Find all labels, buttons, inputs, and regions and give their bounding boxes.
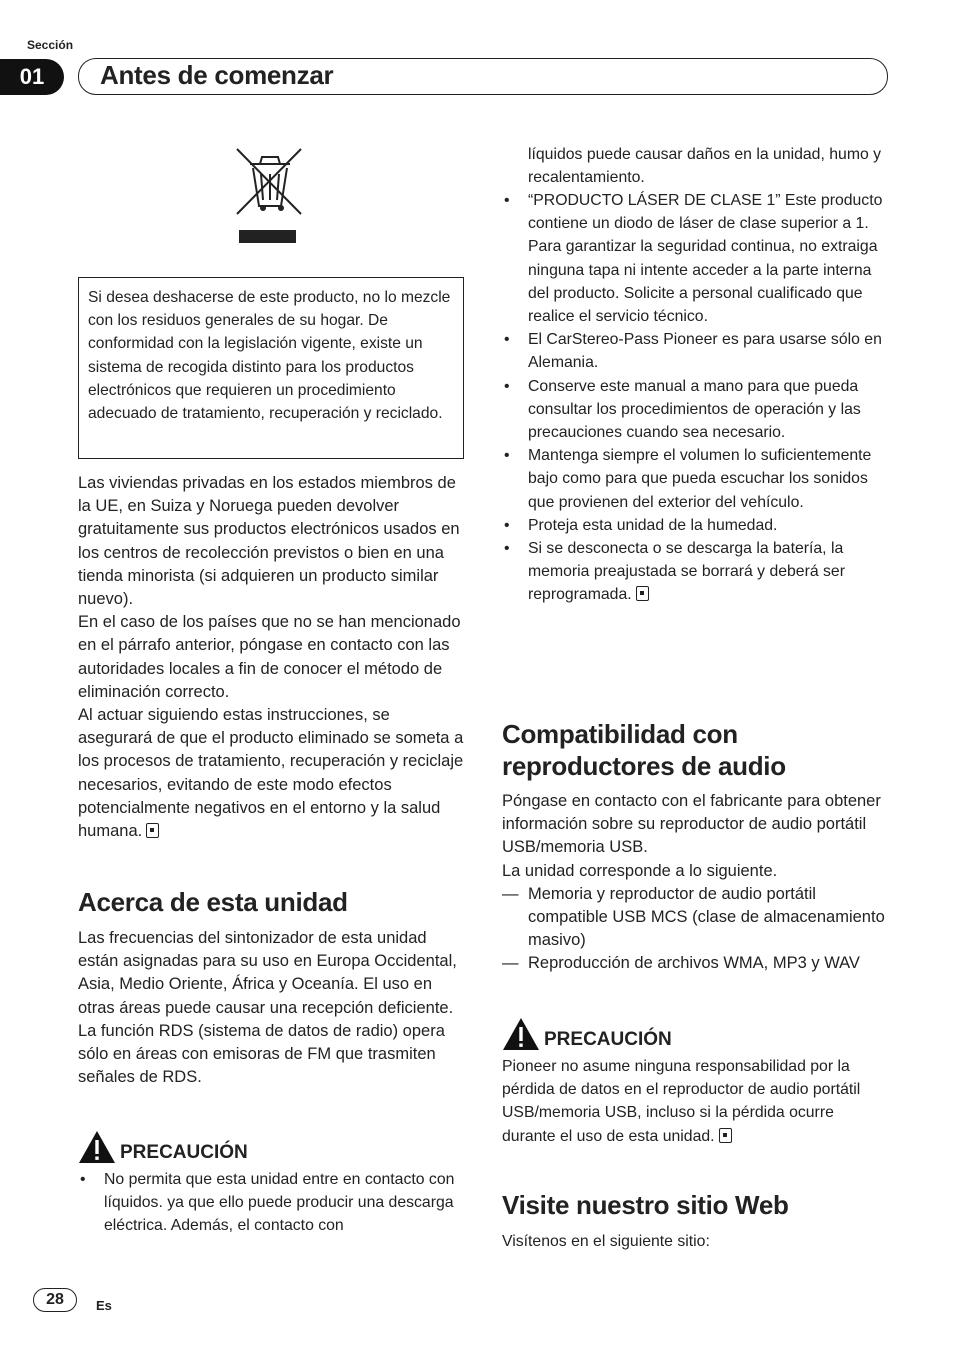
caution-label: PRECAUCIÓN <box>544 1029 672 1050</box>
compat-para-2: La unidad corresponde a lo siguiente. <box>502 861 778 880</box>
section-title: Antes de comenzar <box>100 60 334 90</box>
section-number: 01 <box>0 59 64 95</box>
warning-triangle-icon <box>78 1130 116 1164</box>
disposal-para-2: En el caso de los países que no se han mencionado en el párrafo anterior, póngase en contacto con las autoridades locales a fin de conocer el método de eliminación correcto. <box>78 613 461 701</box>
list-item: — Memoria y reproductor de audio portátil compatible USB MCS (clase de almacenamiento masivo) <box>502 883 888 953</box>
list-item: • El CarStereo-Pass Pioneer es para usarse sólo en Alemania. <box>502 328 888 374</box>
caution-label: PRECAUCIÓN <box>120 1142 248 1163</box>
caution-text-right: Pioneer no asume ninguna responsabilidad por la pérdida de datos en el reproductor de audio portátil USB/memoria USB, incluso si la pérdida ocurre durante el uso de esta unidad. <box>502 1058 861 1145</box>
section-label: Sección <box>27 38 74 52</box>
list-item: • Mantenga siempre el volumen lo suficientemente bajo como para que pueda escuchar los sonidos que provienen del exterior del vehículo. <box>502 444 888 514</box>
continued-text: líquidos puede causar daños en la unidad, humo y recalentamiento. <box>528 146 882 187</box>
disposal-para-1: Las viviendas privadas en los estados miembros de la UE, en Suiza y Noruega pueden devolver gratuitamente sus productos electrónicos usados en los centros de recolección previstos o bien en una tienda minorista (si adquieren un producto similar nuevo). <box>78 474 460 609</box>
disposal-paragraphs <box>78 472 464 843</box>
crossed-out-bin-icon <box>234 146 304 246</box>
compat-dash-list <box>502 883 888 976</box>
caution-heading-right <box>502 1017 672 1051</box>
language-code: Es <box>96 1298 112 1313</box>
notes-list <box>502 189 888 607</box>
acerca-text: Las frecuencias del sintonizador de esta unidad están asignadas para su uso en Europa Occidental, Asia, Medio Oriente, África y Oceanía. El uso en otras áreas puede causar una recepción deficiente. La función RDS (sistema de datos de radio) opera sólo en áreas con emisoras de FM que trasmiten señales de RDS. <box>78 929 457 1087</box>
compat-heading: Compatibilidad con reproductores de audio <box>502 719 786 781</box>
caution-heading-left <box>78 1130 248 1164</box>
web-text: Visítenos en el siguiente sitio: <box>502 1233 710 1250</box>
web-heading: Visite nuestro sitio Web <box>502 1190 789 1220</box>
caution-list-left <box>78 1168 464 1238</box>
warning-triangle-icon <box>502 1017 540 1051</box>
compat-para-1: Póngase en contacto con el fabricante para obtener información sobre su reproductor de audio portátil USB/memoria USB. <box>502 792 881 857</box>
acerca-heading: Acerca de esta unidad <box>78 887 348 917</box>
end-mark-icon <box>636 586 649 601</box>
list-item: • Proteja esta unidad de la humedad. <box>502 514 888 537</box>
list-item: • Si se desconecta o se descarga la batería, la memoria preajustada se borrará y deberá ser reprogramada. <box>502 537 888 607</box>
disposal-notice-box: Si desea deshacerse de este producto, no lo mezcle con los residuos generales de su hogar. De conformidad con la legislación vigente, existe un sistema de recogida distinto para los productos electrónicos que requieren un procedimiento adecuado de tratamiento, recuperación y reciclado. <box>78 277 464 459</box>
disposal-para-3: Al actuar siguiendo estas instrucciones, se asegurará de que el producto eliminado se someta a los procesos de tratamiento, recuperación y reciclaje necesarios, evitando de este modo efectos potencialmente negativos en el entorno y la salud humana. <box>78 706 464 841</box>
page-number: 28 <box>33 1288 77 1312</box>
compat-body <box>502 790 888 976</box>
end-mark-icon <box>146 823 159 838</box>
list-item: — Reproducción de archivos WMA, MP3 y WAV <box>502 952 888 975</box>
list-item: • No permita que esta unidad entre en contacto con líquidos. ya que ello puede producir una descarga eléctrica. Además, el contacto con <box>78 1168 464 1238</box>
end-mark-icon <box>719 1128 732 1143</box>
list-item: • Conserve este manual a mano para que pueda consultar los procedimientos de operación y las precauciones cuando sea necesario. <box>502 375 888 445</box>
list-item: • “PRODUCTO LÁSER DE CLASE 1” Este producto contiene un diodo de láser de clase superior a 1. Para garantizar la seguridad continua, no extraiga ninguna tapa ni intente acceder a la parte interna del producto. Solicite a personal cualificado que realice el servicio técnico. <box>502 189 888 328</box>
